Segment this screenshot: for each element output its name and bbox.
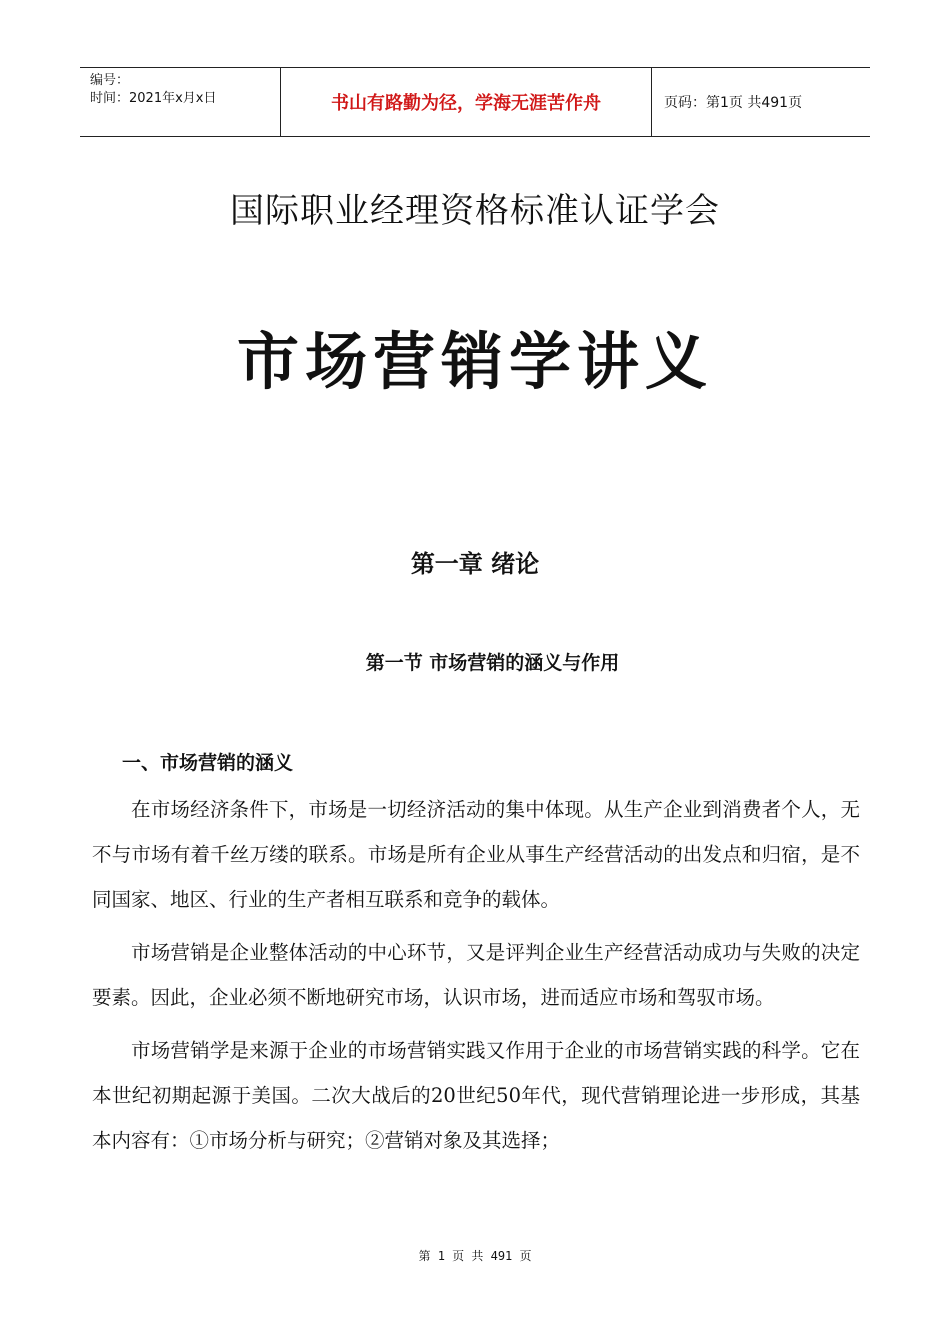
- time-label: 时间：2021年x月x日: [90, 91, 217, 106]
- header-page-info: 页码：第1页 共491页: [664, 95, 803, 111]
- chapter-heading: 第一章 绪论: [410, 549, 540, 578]
- header-motto: 书山有路勤为径，学海无涯苦作舟: [280, 68, 652, 136]
- document-title: 市场营销学讲义: [236, 325, 713, 398]
- section-heading: 第一节 市场营销的涵义与作用: [365, 652, 620, 674]
- body-text: [92, 787, 860, 1171]
- organization-title: 国际职业经理资格标准认证学会: [230, 191, 720, 231]
- paragraph: 市场营销学是来源于企业的市场营销实践又作用于企业的市场营销实践的科学。它在本世纪初期起源于美国。二次大战后的20世纪50年代，现代营销理论进一步形成，其基本内容有：①市场分析与研究；②营销对象及其选择；: [92, 1039, 860, 1152]
- paragraph: 在市场经济条件下，市场是一切经济活动的集中体现。从生产企业到消费者个人，无不与市场有着千丝万缕的联系。市场是所有企业从事生产经营活动的出发点和归宿，是不同国家、地区、行业的生产者相互联系和竞争的载体。: [92, 798, 860, 911]
- number-label: 编号：: [90, 73, 130, 88]
- subheading: 一、市场营销的涵义: [122, 752, 294, 774]
- paragraph: 市场营销是企业整体活动的中心环节，又是评判企业生产经营活动成功与失败的决定要素。因此，企业必须不断地研究市场，认识市场，进而适应市场和驾驭市场。: [92, 941, 860, 1009]
- header-table: [80, 67, 870, 137]
- page-footer: 第 1 页 共 491 页: [418, 1249, 532, 1263]
- header-meta: [80, 68, 280, 136]
